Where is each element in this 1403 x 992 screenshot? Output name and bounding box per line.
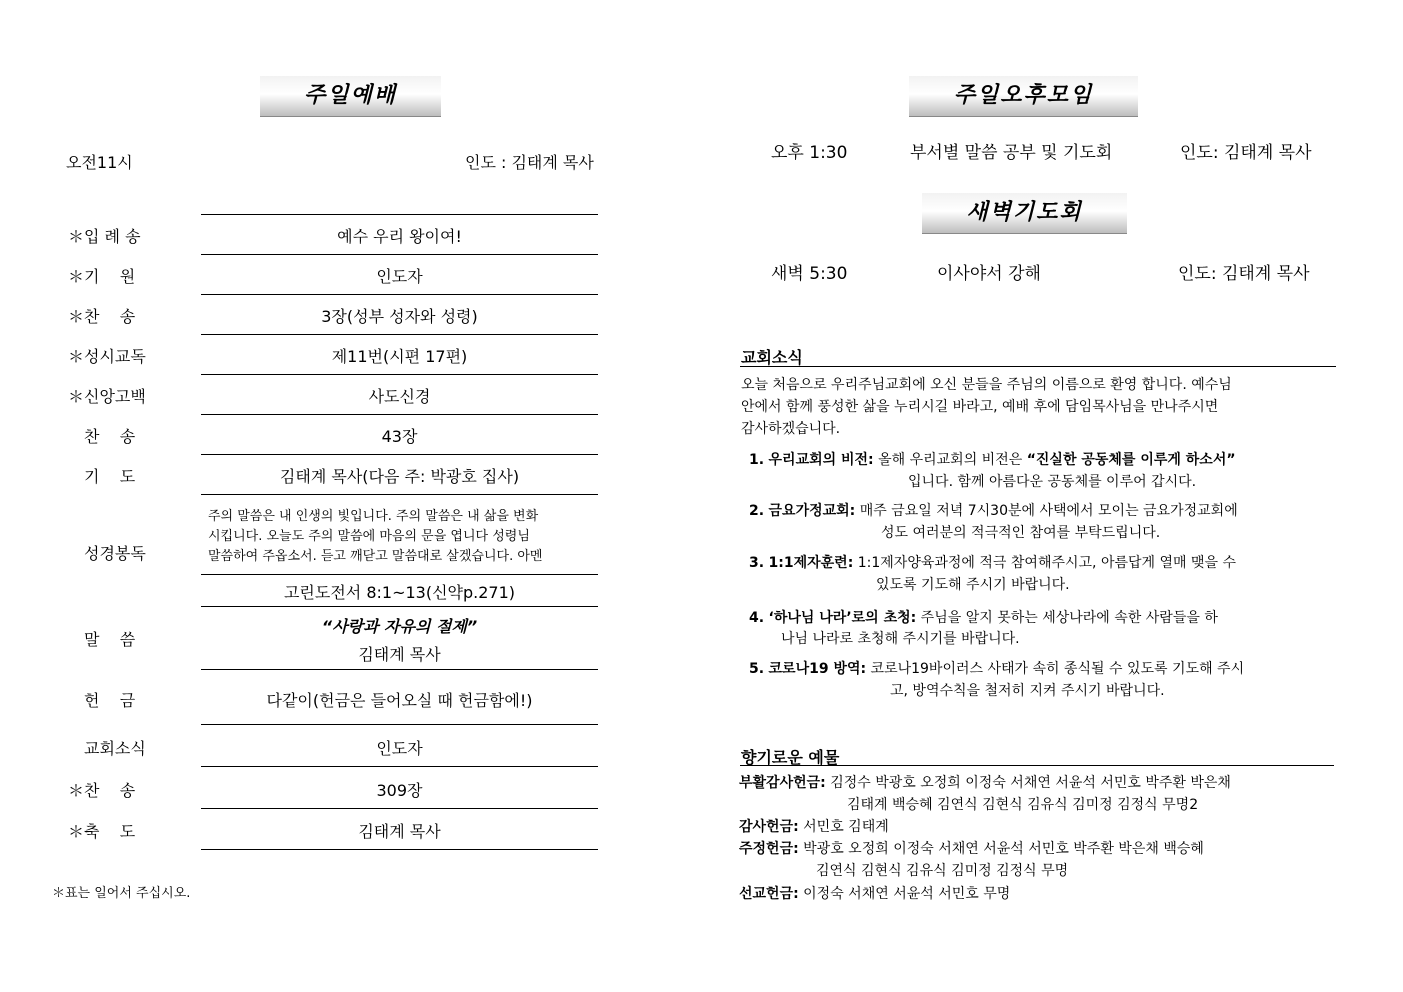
order-value: 사도신경 (368, 387, 431, 406)
news-heading: 교회소식 (741, 348, 803, 367)
news-item-number: 5. (749, 661, 765, 677)
news-intro-line: 안에서 함께 풍성한 삶을 누리시길 바라고, 예배 후에 담임목사님을 만나주시면 (741, 399, 1219, 415)
offering-label: 감사헌금: (739, 819, 799, 835)
sermon-preacher: 김태계 목사 (358, 645, 441, 664)
afternoon-desc: 부서별 말씀 공부 및 기도회 (910, 143, 1113, 163)
dawn-leader: 인도: 김태계 목사 (1178, 264, 1310, 284)
prayer-text-line: 시킵니다. 오늘도 주의 말씀에 마음의 문을 엽니다 성령님 (208, 529, 530, 544)
order-rule (201, 494, 598, 495)
order-label: 교회소식 (84, 739, 146, 758)
news-item-text: 코로나19바이러스 사태가 속히 종식될 수 있도록 기도해 주시 (870, 661, 1245, 677)
standing-footnote: ＊표는 일어서 주십시오. (52, 886, 191, 901)
order-label: ＊찬 송 (68, 307, 136, 326)
news-item (749, 449, 1236, 471)
offering-names: 김정수 박광호 오정희 이정숙 서채연 서윤석 서민호 박주환 박은채 (830, 775, 1231, 791)
order-label: ＊찬 송 (68, 781, 136, 800)
order-rule (201, 214, 598, 215)
sermon-title: “사랑과 자유의 절제” (321, 617, 478, 636)
news-item (749, 607, 1218, 629)
order-label: ＊입 례 송 (68, 227, 141, 246)
news-item (749, 658, 1244, 680)
news-item-title: 금요가정교회: (768, 503, 856, 519)
order-rule (201, 574, 598, 575)
news-intro-line: 감사하겠습니다. (741, 421, 841, 437)
news-heading-rule (740, 366, 1336, 367)
dawn-title: 새벽기도회 (922, 193, 1127, 234)
order-value: 제11번(시편 17편) (331, 347, 468, 366)
order-label: ＊성시교독 (68, 347, 146, 366)
news-item-line2: 나님 나라로 초청해 주시기를 바랍니다. (781, 631, 1020, 647)
news-item-title: 우리교회의 비전: (768, 452, 874, 468)
news-item-line2: 성도 여러분의 적극적인 참여를 부탁드립니다. (881, 525, 1161, 541)
news-item-number: 2. (749, 503, 765, 519)
dawn-time: 새벽 5:30 (771, 264, 848, 284)
news-item-number: 4. (749, 610, 765, 626)
order-label: 헌 금 (84, 691, 136, 710)
order-rule (201, 454, 598, 455)
news-item-title: ‘하나님 나라’로의 초청: (768, 610, 917, 626)
order-value: 예수 우리 왕이여! (337, 227, 462, 246)
order-rule (201, 724, 598, 725)
order-value: 3장(성부 성자와 성령) (321, 307, 478, 326)
news-item (749, 500, 1238, 522)
order-value: 309장 (376, 781, 423, 800)
news-item-number: 3. (749, 555, 765, 571)
order-label: 찬 송 (84, 427, 136, 446)
order-rule (201, 669, 598, 670)
order-rule (201, 334, 598, 335)
vision-text: “진실한 공동체를 이루게 하소서” (1026, 452, 1236, 468)
order-label: 기 도 (84, 467, 136, 486)
news-item-text: 1:1제자양육과정에 적극 참여해주시고, 아름답게 열매 맺을 수 (857, 555, 1237, 571)
worship-leader: 인도 : 김태계 목사 (465, 153, 594, 172)
scripture-reference: 고린도전서 8:1~13(신약p.271) (283, 583, 516, 602)
order-rule (201, 606, 598, 607)
news-item-text: 올해 우리교회의 비전은 (878, 452, 1027, 468)
order-label: ＊축 도 (68, 822, 136, 841)
offering-label: 부활감사헌금: (739, 775, 826, 791)
offering-row (739, 883, 1010, 905)
afternoon-title: 주일오후모임 (909, 76, 1138, 117)
news-item-title: 1:1제자훈련: (768, 555, 854, 571)
news-item-text: 매주 금요일 저녁 7시30분에 사택에서 모이는 금요가정교회에 (859, 503, 1238, 519)
order-rule (201, 766, 598, 767)
order-value: 43장 (381, 427, 418, 446)
offering-names: 박광호 오정희 이정숙 서채연 서윤석 서민호 박주환 박은채 백승혜 (803, 841, 1204, 857)
offering-names-line2: 김연식 김현식 김유식 김미정 김정식 무명 (816, 863, 1069, 879)
news-item-number: 1. (749, 452, 765, 468)
offering-names: 이정숙 서채연 서윤석 서민호 무명 (803, 886, 1011, 902)
offerings-heading-rule (740, 765, 1334, 766)
offering-label: 주정헌금: (739, 841, 799, 857)
order-rule (201, 849, 598, 850)
prayer-text-line: 주의 말씀은 내 인생의 빛입니다. 주의 말씀은 내 삶을 변화 (208, 509, 539, 524)
order-value: 다같이(헌금은 들어오실 때 헌금함에!) (266, 691, 533, 710)
offerings-heading: 향기로운 예물 (741, 748, 840, 767)
order-rule (201, 374, 598, 375)
order-label: ＊기 원 (68, 267, 136, 286)
dawn-desc: 이사야서 강해 (937, 264, 1041, 284)
afternoon-leader: 인도: 김태계 목사 (1180, 143, 1312, 163)
news-intro-line: 오늘 처음으로 우리주님교회에 오신 분들을 주님의 이름으로 환영 합니다. 예수님 (741, 377, 1232, 393)
order-label: ＊신앙고백 (68, 387, 146, 406)
offering-names: 서민호 김태계 (803, 819, 889, 835)
order-value: 인도자 (376, 267, 423, 286)
offering-row (739, 772, 1231, 794)
order-value: 김태계 목사 (358, 822, 441, 841)
order-label: 성경봉독 (84, 544, 146, 563)
worship-time: 오전11시 (66, 153, 133, 172)
prayer-text-line: 말씀하여 주옵소서. 듣고 깨닫고 말씀대로 살겠습니다. 아멘 (208, 549, 543, 564)
news-item-line2: 고, 방역수칙을 철저히 지켜 주시기 바랍니다. (890, 683, 1165, 699)
news-item-title: 코로나19 방역: (768, 661, 867, 677)
order-rule (201, 254, 598, 255)
order-label: 말 씀 (84, 630, 136, 649)
order-rule (201, 294, 598, 295)
news-item-line2: 입니다. 함께 아름다운 공동체를 이루어 갑시다. (908, 474, 1197, 490)
order-rule (201, 808, 598, 809)
offering-names-line2: 김태계 백승혜 김연식 김현식 김유식 김미정 김정식 무명2 (847, 797, 1199, 813)
order-rule (201, 414, 598, 415)
order-value: 김태계 목사(다음 주: 박광호 집사) (279, 467, 520, 486)
news-item (749, 552, 1236, 574)
offering-row (739, 816, 889, 838)
news-item-line2: 있도록 기도해 주시기 바랍니다. (876, 577, 1070, 593)
offering-label: 선교헌금: (739, 886, 799, 902)
afternoon-time: 오후 1:30 (771, 143, 848, 163)
order-value: 인도자 (376, 739, 423, 758)
worship-title: 주일예배 (260, 76, 441, 117)
offering-row (739, 838, 1204, 860)
news-item-text: 주님을 알지 못하는 세상나라에 속한 사람들을 하 (920, 610, 1218, 626)
